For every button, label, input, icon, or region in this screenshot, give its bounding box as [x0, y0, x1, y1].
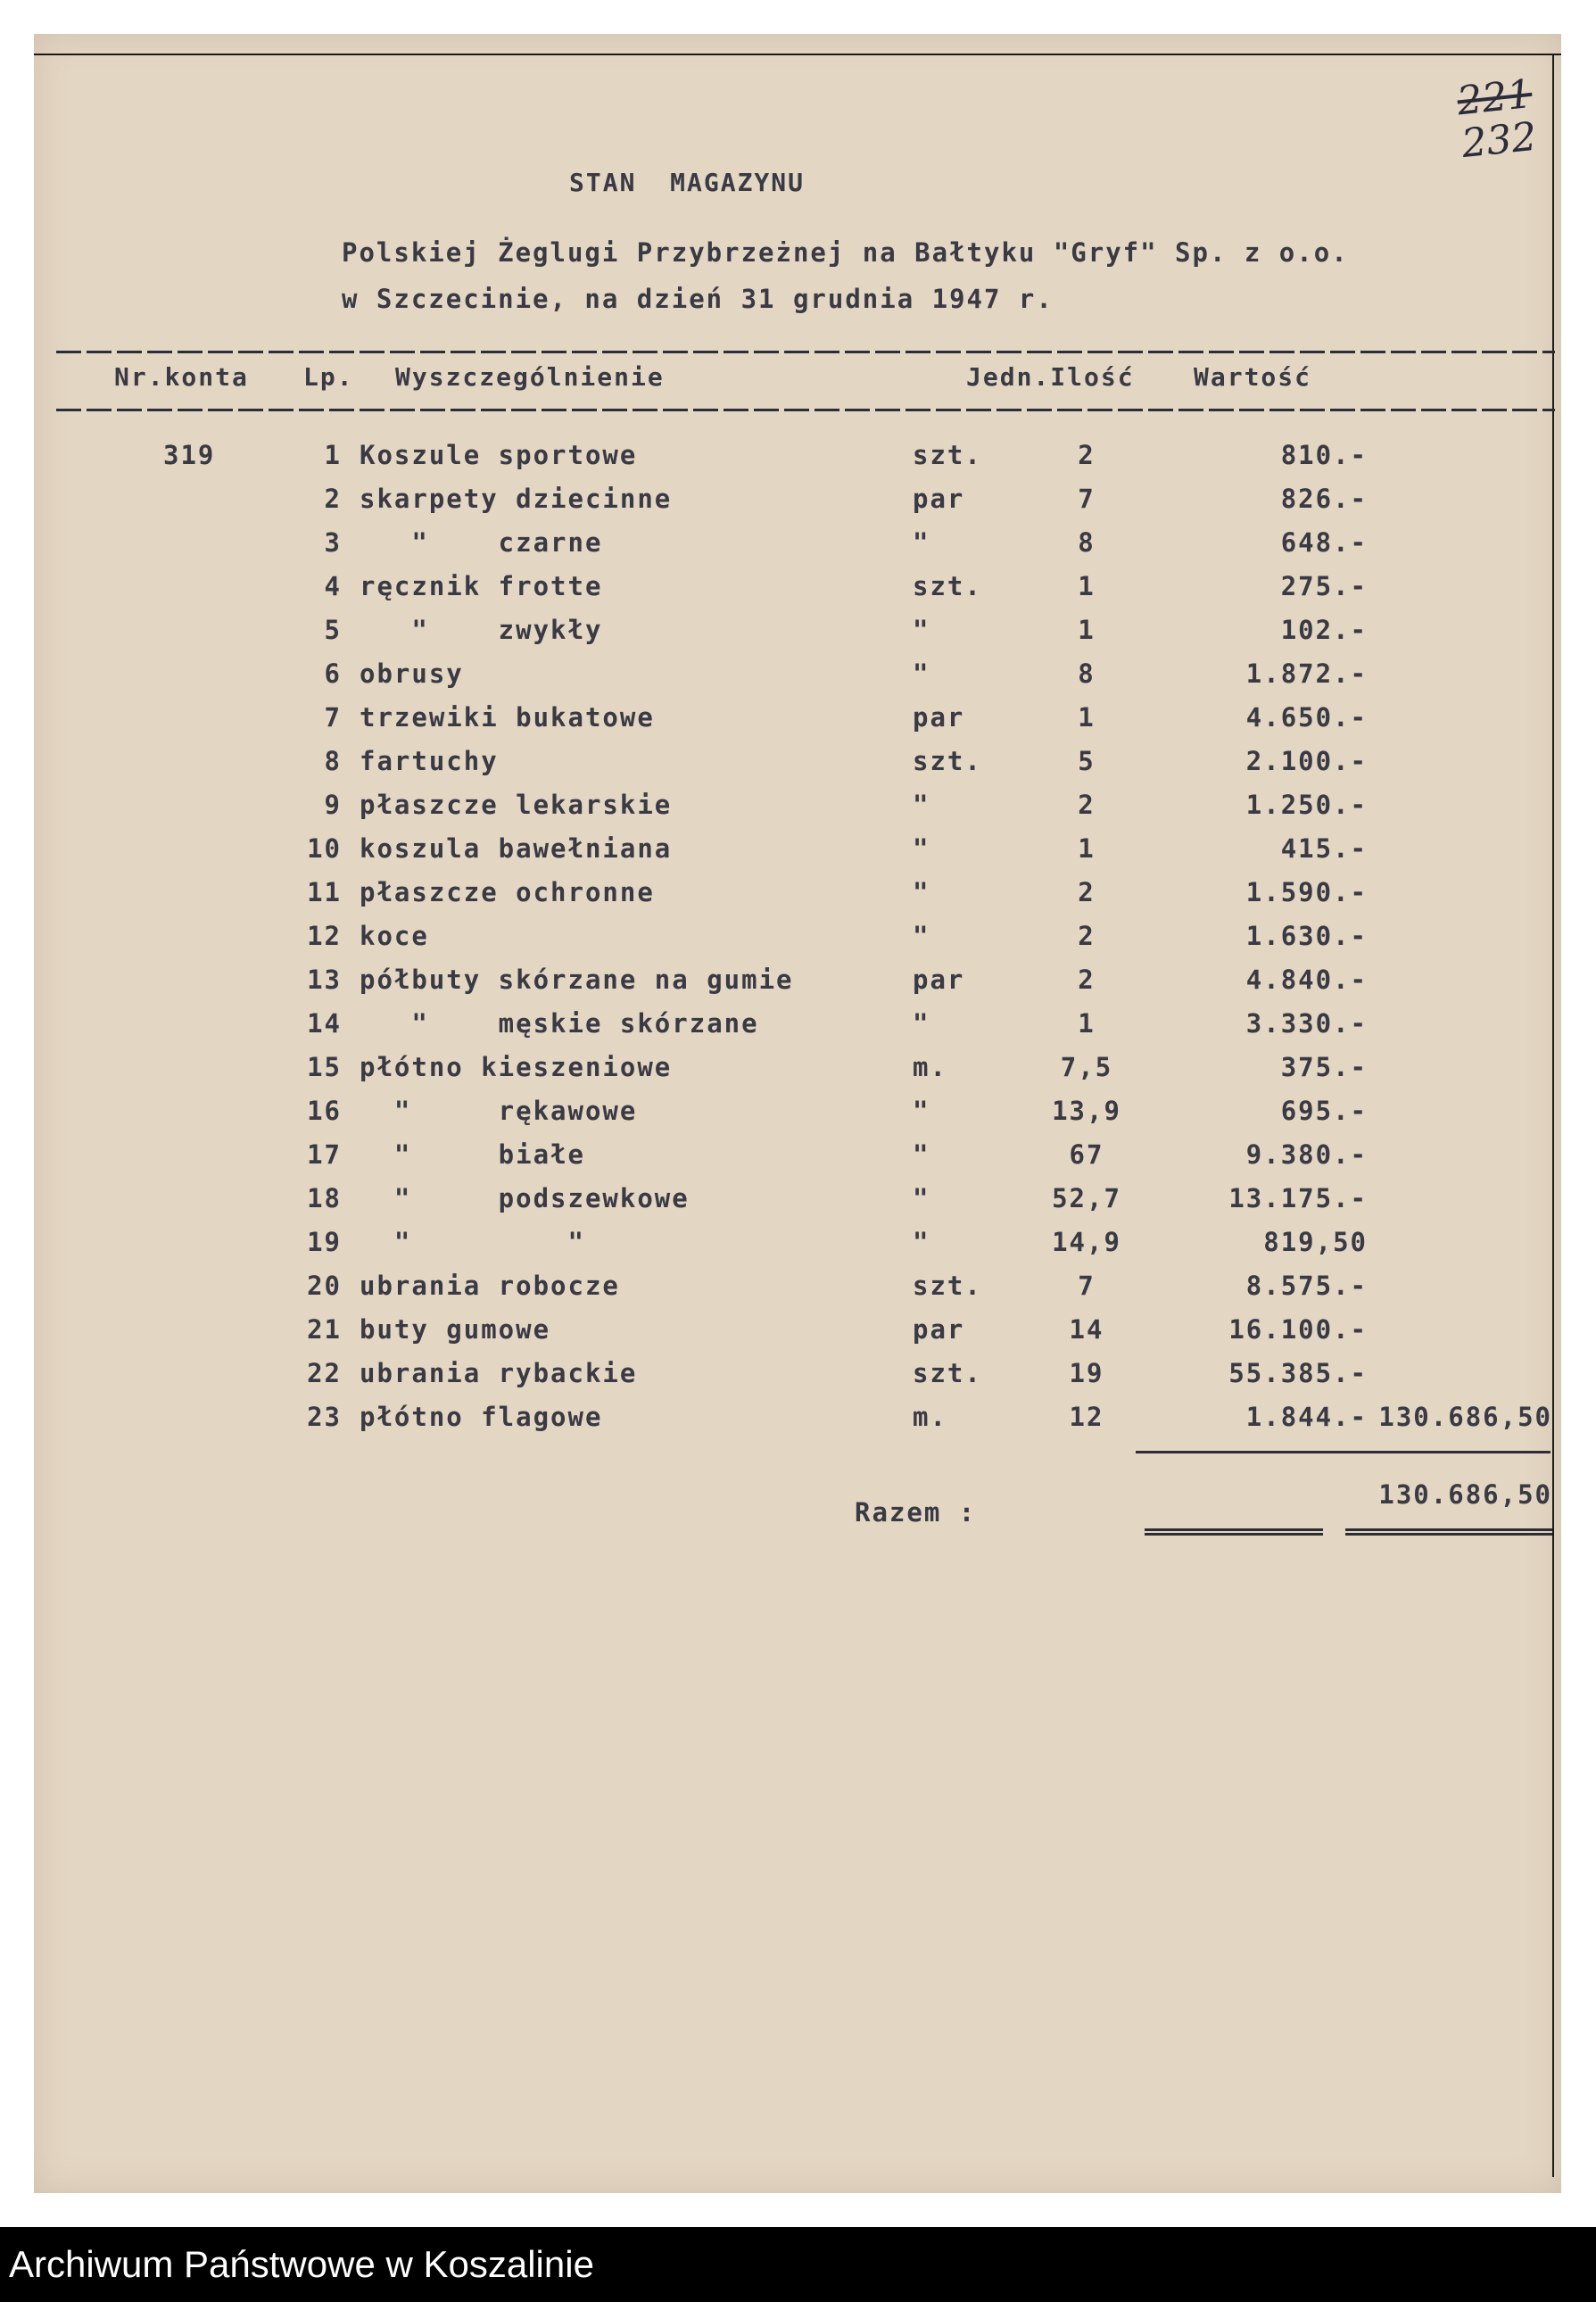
header-account: Nr.konta [114, 362, 249, 392]
table-row [34, 571, 1561, 614]
table-row [34, 1183, 1561, 1226]
item-unit: szt. [913, 1358, 982, 1388]
item-quantity: 1 [1078, 571, 1096, 601]
item-value: 4.840.- [1245, 965, 1368, 995]
item-name: obrusy [360, 658, 464, 689]
item-name: płaszcze ochronne [360, 877, 655, 907]
item-value: 1.250.- [1245, 790, 1368, 820]
item-quantity: 13,9 [1052, 1096, 1121, 1126]
item-unit: " [913, 1096, 930, 1126]
document-subtitle-line2: w Szczecinie, na dzień 31 grudnia 1947 r. [342, 284, 1054, 314]
item-name: buty gumowe [360, 1314, 551, 1345]
item-quantity: 67 [1069, 1139, 1104, 1170]
item-unit: " [913, 658, 930, 689]
document-title: STAN MAGAZYNU [569, 168, 806, 197]
row-lp: 21 [307, 1314, 342, 1345]
item-value: 3.330.- [1245, 1008, 1368, 1039]
double-underline [1345, 1528, 1552, 1536]
table-row [34, 790, 1561, 832]
table-row [34, 484, 1561, 526]
item-unit: par [913, 965, 965, 995]
item-name: " podszewkowe [360, 1183, 690, 1213]
table-row [34, 1402, 1561, 1445]
item-name: koce [360, 921, 429, 951]
item-unit: " [913, 1139, 930, 1170]
table-row [34, 1314, 1561, 1357]
item-unit: szt. [913, 440, 982, 470]
item-unit: par [913, 1314, 965, 1345]
header-bottom-rule [56, 409, 1555, 411]
item-quantity: 14,9 [1052, 1227, 1121, 1257]
item-quantity: 19 [1069, 1358, 1104, 1388]
item-name: " białe [360, 1139, 585, 1170]
item-value: 1.590.- [1245, 877, 1368, 907]
item-value: 55.385.- [1228, 1358, 1368, 1388]
total-value: 130.686,50 [1378, 1479, 1552, 1510]
item-value: 810.- [1280, 440, 1368, 470]
header-description: Wyszczególnienie [395, 362, 665, 392]
item-unit: m. [913, 1402, 947, 1432]
archive-ref-old: 221 [1455, 70, 1534, 125]
item-name: płótno flagowe [360, 1402, 603, 1432]
table-row [34, 921, 1561, 964]
item-value: 1.872.- [1245, 658, 1368, 689]
row-lp: 3 [324, 527, 342, 558]
item-quantity: 8 [1078, 527, 1096, 558]
item-value: 375.- [1280, 1052, 1368, 1082]
item-name: ręcznik frotte [360, 571, 603, 601]
item-name: koszula bawełniana [360, 833, 673, 864]
row-lp: 11 [307, 877, 342, 907]
double-underline [1145, 1528, 1323, 1536]
table-row [34, 615, 1561, 658]
header-unit-qty: Jedn.Ilość [966, 362, 1135, 392]
item-value: 2.100.- [1245, 746, 1368, 776]
item-value: 648.- [1280, 527, 1368, 558]
item-quantity: 2 [1078, 921, 1096, 951]
row-lp: 2 [324, 484, 342, 514]
item-quantity: 1 [1078, 702, 1096, 733]
table-row [34, 1052, 1561, 1095]
item-name: fartuchy [360, 746, 499, 776]
row-lp: 15 [307, 1052, 342, 1082]
row-lp: 7 [324, 702, 342, 733]
document-page [34, 34, 1561, 2193]
item-quantity: 2 [1078, 790, 1096, 820]
item-value: 4.650.- [1245, 702, 1368, 733]
item-unit: szt. [913, 1271, 982, 1301]
row-lp: 10 [307, 833, 342, 864]
item-quantity: 7,5 [1060, 1052, 1113, 1082]
table-row [34, 1008, 1561, 1051]
row-lp: 9 [324, 790, 342, 820]
item-value: 1.844.- [1245, 1402, 1368, 1432]
item-name: płótno kieszeniowe [360, 1052, 673, 1082]
item-unit: " [913, 615, 930, 645]
table-row [34, 702, 1561, 745]
item-value: 13.175.- [1228, 1183, 1368, 1213]
item-unit: " [913, 527, 930, 558]
item-name: trzewiki bukatowe [360, 702, 655, 733]
header-value: Wartość [1194, 362, 1312, 392]
row-lp: 5 [324, 615, 342, 645]
table-row [34, 1271, 1561, 1313]
row-lp: 18 [307, 1183, 342, 1213]
frame-line [34, 54, 1561, 55]
table-row [34, 833, 1561, 876]
item-name: " męskie skórzane [360, 1008, 759, 1039]
table-row [34, 1096, 1561, 1139]
item-unit: " [913, 1227, 930, 1257]
row-lp: 23 [307, 1402, 342, 1432]
item-quantity: 8 [1078, 658, 1096, 689]
item-value: 16.100.- [1228, 1314, 1368, 1345]
subtotal-value: 130.686,50 [1378, 1402, 1552, 1432]
item-name: " czarne [360, 527, 603, 558]
item-value: 415.- [1280, 833, 1368, 864]
row-lp: 1 [324, 440, 342, 470]
item-quantity: 1 [1078, 833, 1096, 864]
table-row [34, 877, 1561, 920]
item-name: półbuty skórzane na gumie [360, 965, 794, 995]
item-quantity: 7 [1078, 484, 1096, 514]
row-lp: 20 [307, 1271, 342, 1301]
item-name: " " [360, 1227, 585, 1257]
item-unit: " [913, 1008, 930, 1039]
item-name: Koszule sportowe [360, 440, 638, 470]
row-lp: 14 [307, 1008, 342, 1039]
item-quantity: 14 [1069, 1314, 1104, 1345]
table-row [34, 527, 1561, 570]
item-quantity: 2 [1078, 440, 1096, 470]
item-unit: " [913, 921, 930, 951]
row-lp: 8 [324, 746, 342, 776]
row-lp: 17 [307, 1139, 342, 1170]
archive-reference-number [1430, 70, 1563, 169]
item-unit: " [913, 790, 930, 820]
item-value: 9.380.- [1245, 1139, 1368, 1170]
item-name: skarpety dziecinne [360, 484, 673, 514]
row-lp: 4 [324, 571, 342, 601]
row-lp: 6 [324, 658, 342, 689]
item-unit: par [913, 484, 965, 514]
header-top-rule [56, 351, 1555, 353]
item-value: 275.- [1280, 571, 1368, 601]
item-value: 819,50 [1263, 1227, 1368, 1257]
row-lp: 13 [307, 965, 342, 995]
item-unit: szt. [913, 571, 982, 601]
item-name: płaszcze lekarskie [360, 790, 673, 820]
item-quantity: 2 [1078, 877, 1096, 907]
item-value: 8.575.- [1245, 1271, 1368, 1301]
row-lp: 19 [307, 1227, 342, 1257]
item-unit: szt. [913, 746, 982, 776]
archive-footer: Archiwum Państwowe w Koszalinie [0, 2227, 1596, 2302]
table-row [34, 658, 1561, 701]
row-lp: 16 [307, 1096, 342, 1126]
table-row [34, 965, 1561, 1007]
item-quantity: 12 [1069, 1402, 1104, 1432]
item-name: ubrania robocze [360, 1271, 620, 1301]
item-value: 695.- [1280, 1096, 1368, 1126]
row-lp: 22 [307, 1358, 342, 1388]
item-unit: m. [913, 1052, 947, 1082]
table-row [34, 746, 1561, 789]
table-row [34, 1139, 1561, 1182]
item-quantity: 7 [1078, 1271, 1096, 1301]
item-name: " zwykły [360, 615, 603, 645]
item-unit: " [913, 877, 930, 907]
account-number: 319 [163, 440, 216, 470]
item-name: " rękawowe [360, 1096, 638, 1126]
archive-ref-new: 232 [1460, 113, 1539, 168]
item-name: ubrania rybackie [360, 1358, 638, 1388]
item-value: 1.630.- [1245, 921, 1368, 951]
item-value: 102.- [1280, 615, 1368, 645]
item-quantity: 1 [1078, 1008, 1096, 1039]
item-unit: par [913, 702, 965, 733]
item-quantity: 2 [1078, 965, 1096, 995]
item-quantity: 5 [1078, 746, 1096, 776]
row-lp: 12 [307, 921, 342, 951]
total-label: Razem : [855, 1497, 977, 1528]
item-unit: " [913, 833, 930, 864]
table-row [34, 440, 1561, 483]
header-lp: Lp. [303, 362, 354, 392]
item-quantity: 1 [1078, 615, 1096, 645]
sum-rule [1136, 1451, 1551, 1453]
document-subtitle-line1: Polskiej Żeglugi Przybrzeżnej na Bałtyku "Gryf" Sp. z o.o. [342, 237, 1349, 268]
item-quantity: 52,7 [1052, 1183, 1121, 1213]
table-row [34, 1227, 1561, 1270]
table-row [34, 1358, 1561, 1401]
item-unit: " [913, 1183, 930, 1213]
item-value: 826.- [1280, 484, 1368, 514]
